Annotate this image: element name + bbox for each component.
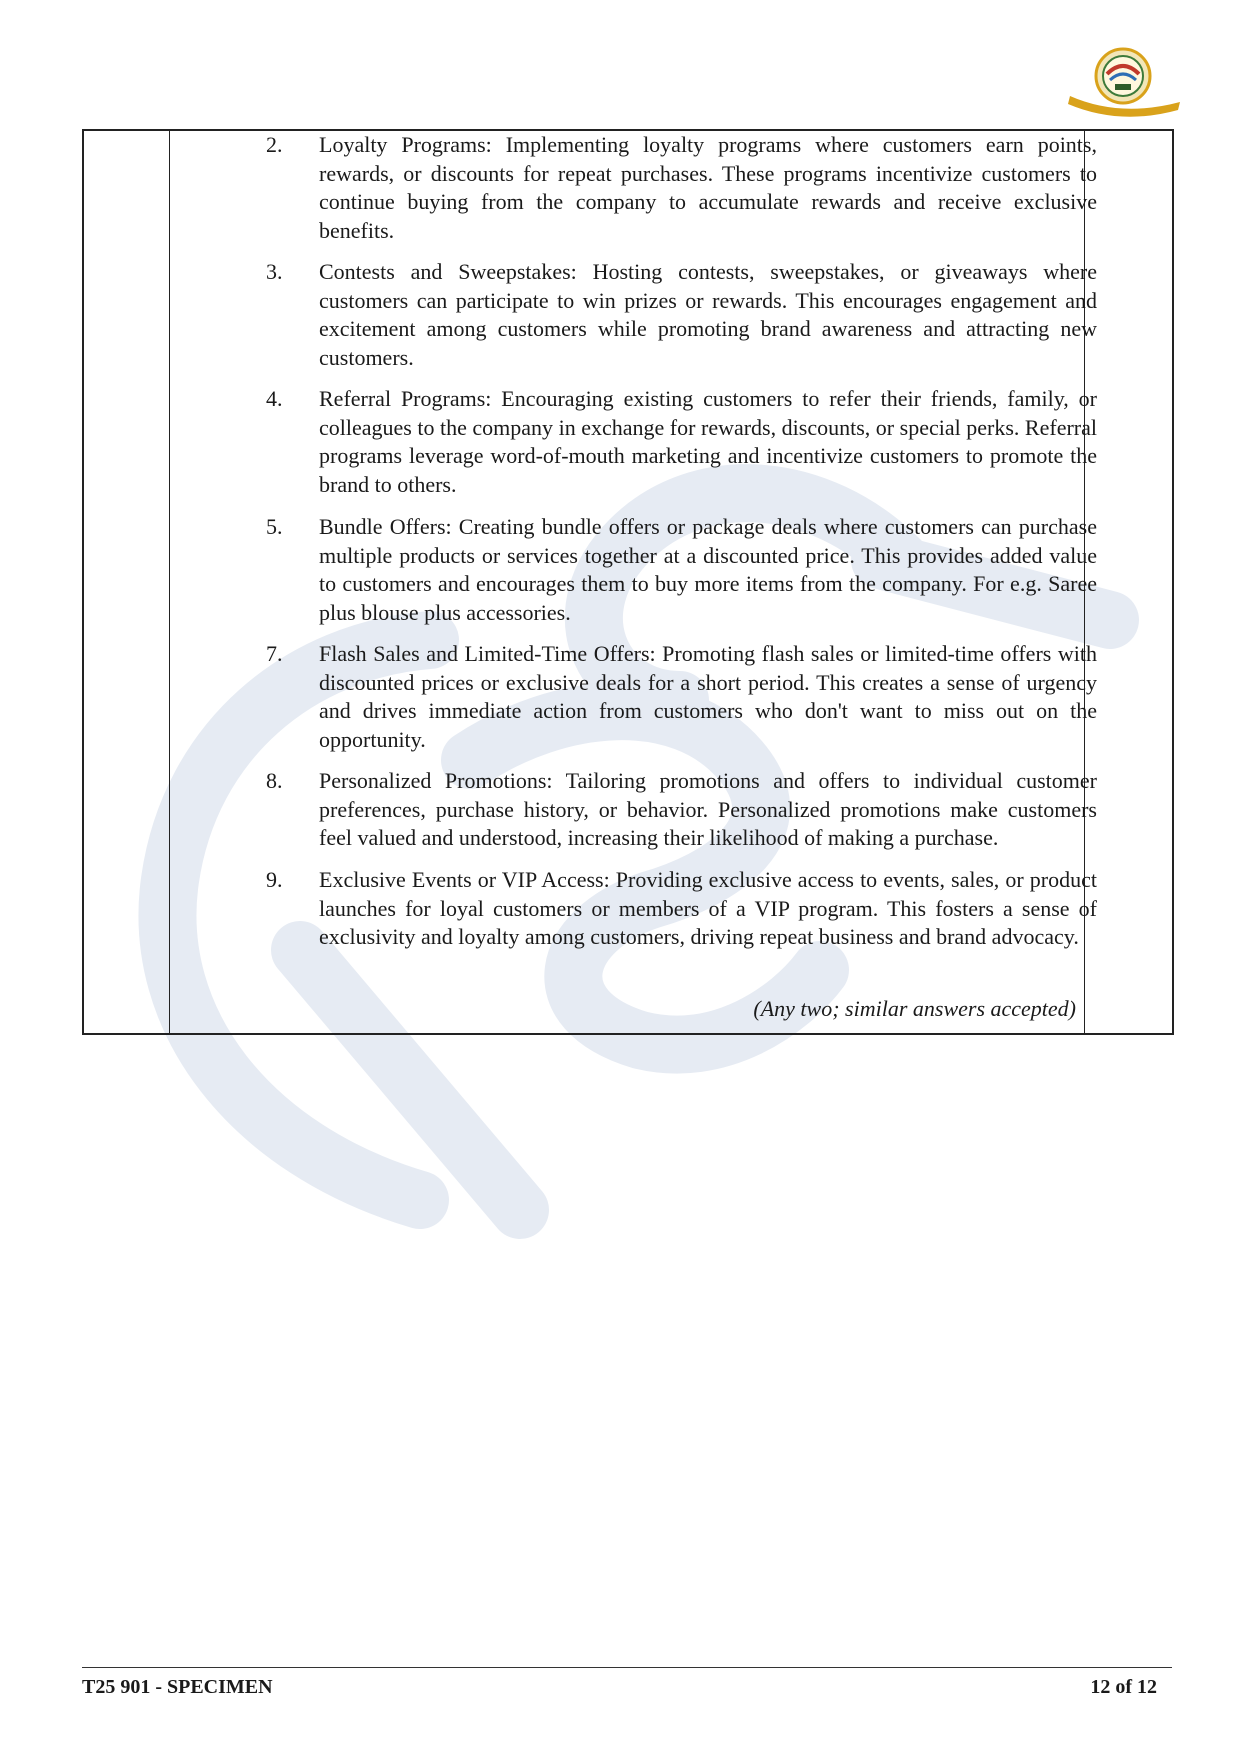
cisce-logo bbox=[1060, 46, 1186, 122]
point-text: Contests and Sweepstakes: Hosting contests, sweepstakes, or giveaways where customers can participate to win prizes or rewards. This encourages engagement and excitement among customers while promoting brand awareness and attracting new customers. bbox=[319, 259, 1097, 370]
point-number: 4. bbox=[266, 386, 283, 411]
point-number: 2. bbox=[266, 132, 283, 157]
column-divider bbox=[169, 131, 170, 1033]
point-text: Bundle Offers: Creating bundle offers or package deals where customers can purchase multiple products or services together at a discounted price. This provides added value to customers and encourages them to buy more items from the company. For e.g. Saree plus blouse plus accessories. bbox=[319, 514, 1097, 625]
page-number: 12 of 12 bbox=[1090, 1676, 1157, 1698]
point-text: Loyalty Programs: Implementing loyalty programs where customers earn points, rewards, or discounts for repeat purchases. These programs incentivize customers to continue buying from the company to accumulate rewards and receive exclusive benefits. bbox=[319, 132, 1097, 243]
answer-table bbox=[82, 129, 1174, 1035]
paper-code: T25 901 - SPECIMEN bbox=[82, 1676, 273, 1698]
footer-divider bbox=[82, 1667, 1172, 1668]
point-number: 9. bbox=[266, 867, 283, 892]
marking-note: (Any two; similar answers accepted) bbox=[753, 996, 1076, 1021]
point-text: Referral Programs: Encouraging existing customers to refer their friends, family, or colleagues to the company in exchange for rewards, discounts, or special perks. Referral programs leverage word-of-mouth marketing and incentivize customers to promote the brand to others. bbox=[319, 386, 1097, 497]
point-text: Flash Sales and Limited-Time Offers: Promoting flash sales or limited-time offers with discounted prices or exclusive deals for a short period. This creates a sense of urgency and drives immediate action from customers who don't want to miss out on the opportunity. bbox=[319, 641, 1097, 752]
point-text: Personalized Promotions: Tailoring promotions and offers to individual customer preferences, purchase history, or behavior. Personalized promotions make customers feel valued and understood, increasing their likelihood of making a purchase. bbox=[319, 768, 1097, 850]
point-text: Exclusive Events or VIP Access: Providing exclusive access to events, sales, or product launches for loyal customers or members of a VIP program. This fosters a sense of exclusivity and loyalty among customers, driving repeat business and brand advocacy. bbox=[319, 867, 1097, 949]
point-number: 8. bbox=[266, 768, 283, 793]
point-number: 5. bbox=[266, 514, 283, 539]
point-number: 3. bbox=[266, 259, 283, 284]
point-number: 7. bbox=[266, 641, 283, 666]
